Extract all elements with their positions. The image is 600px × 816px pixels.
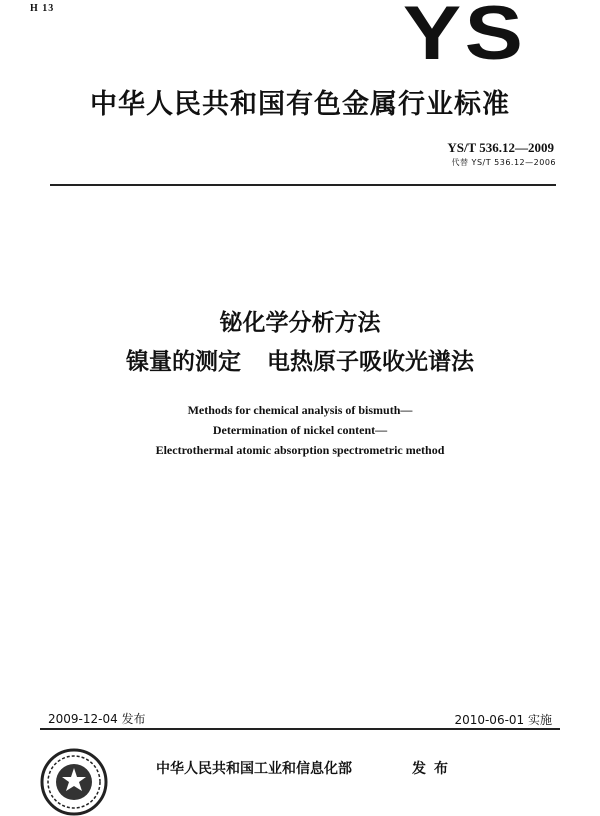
- en-title-line3: Electrothermal atomic absorption spectrometric method: [155, 443, 445, 457]
- standard-category-title: 中华人民共和国有色金属行业标准: [90, 89, 510, 120]
- en-title-line2: Determination of nickel content—: [212, 423, 388, 437]
- national-emblem-icon: [40, 748, 108, 816]
- classification-code: H 13: [30, 3, 55, 14]
- cn-title-line1: 铋化学分析方法: [219, 310, 381, 336]
- bottom-divider: [40, 728, 560, 730]
- issue-date: 2009-12-04 发布: [48, 712, 146, 726]
- standard-number: YS/T 536.12—2009: [447, 140, 554, 155]
- en-title-line1: Methods for chemical analysis of bismuth—: [187, 403, 413, 417]
- cn-title-line2-part2: 电热原子吸收光谱法: [267, 349, 474, 375]
- publisher-name: 中华人民共和国工业和信息化部: [156, 761, 352, 777]
- top-divider: [50, 184, 556, 186]
- publish-label: 发布: [412, 761, 456, 777]
- cn-title-line2-part1: 镍量的测定: [126, 349, 241, 375]
- implementation-date: 2010-06-01 实施: [454, 713, 552, 727]
- ys-logo: YS: [402, 0, 526, 76]
- replaces-standard: 代替 YS/T 536.12—2006: [451, 158, 556, 167]
- cn-title-line2: [0, 343, 600, 376]
